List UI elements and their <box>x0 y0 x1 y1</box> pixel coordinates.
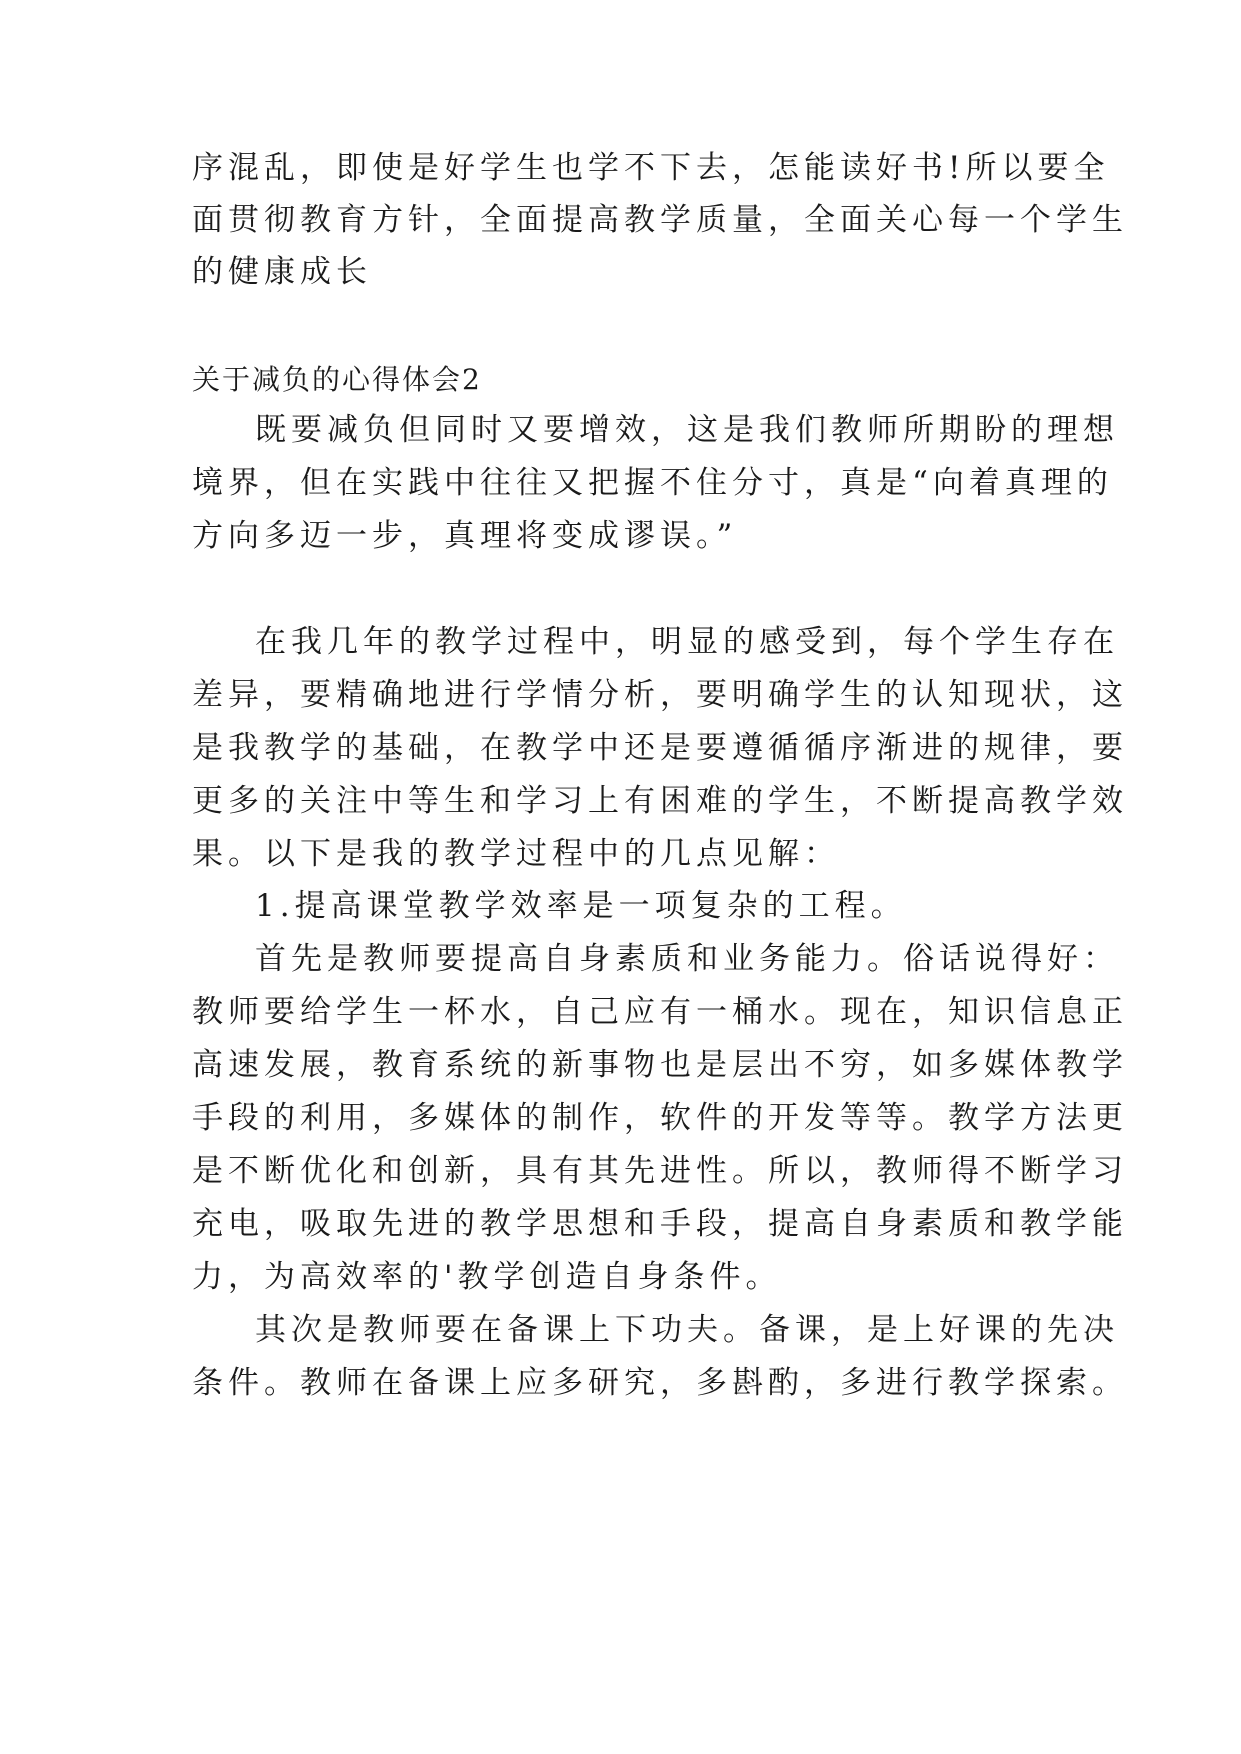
paragraph-line: 其次是教师要在备课上下功夫。备课，是上好课的先决 <box>255 1312 1119 1348</box>
paragraph-line: 是不断优化和创新，具有其先进性。所以，教师得不断学习 <box>192 1153 1128 1189</box>
section-heading: 关于减负的心得体会2 <box>192 363 482 396</box>
paragraph-line: 手段的利用，多媒体的制作，软件的开发等等。教学方法更 <box>192 1100 1128 1136</box>
paragraph-line: 教师要给学生一杯水，自己应有一桶水。现在，知识信息正 <box>192 994 1128 1030</box>
paragraph-line: 的健康成长 <box>192 254 372 290</box>
paragraph-line: 既要减负但同时又要增效，这是我们教师所期盼的理想 <box>255 412 1119 448</box>
paragraph-line: 充电，吸取先进的教学思想和手段，提高自身素质和教学能 <box>192 1206 1128 1242</box>
paragraph-line: 方向多迈一步，真理将变成谬误。” <box>192 518 738 554</box>
paragraph-line: 序混乱，即使是好学生也学不下去，怎能读好书!所以要全 <box>192 150 1110 186</box>
paragraph-line: 面贯彻教育方针，全面提高教学质量，全面关心每一个学生 <box>192 202 1128 238</box>
paragraph-line: 更多的关注中等生和学习上有困难的学生，不断提高教学效 <box>192 783 1128 819</box>
paragraph-line: 境界，但在实践中往往又把握不住分寸，真是“向着真理的 <box>192 465 1113 501</box>
paragraph-line: 条件。教师在备课上应多研究，多斟酌，多进行教学探索。 <box>192 1365 1128 1401</box>
paragraph-line: 力，为高效率的'教学创造自身条件。 <box>192 1259 782 1295</box>
paragraph-line: 在我几年的教学过程中，明显的感受到，每个学生存在 <box>255 624 1119 660</box>
paragraph-line: 是我教学的基础，在教学中还是要遵循循序渐进的规律，要 <box>192 730 1128 766</box>
paragraph-line: 果。以下是我的教学过程中的几点见解： <box>192 836 840 872</box>
paragraph-line: 差异，要精确地进行学情分析，要明确学生的认知现状，这 <box>192 677 1128 713</box>
paragraph-line: 首先是教师要提高自身素质和业务能力。俗话说得好： <box>255 941 1119 977</box>
numbered-item: 1.提高课堂教学效率是一项复杂的工程。 <box>255 888 907 924</box>
paragraph-line: 高速发展，教育系统的新事物也是层出不穷，如多媒体教学 <box>192 1047 1128 1083</box>
